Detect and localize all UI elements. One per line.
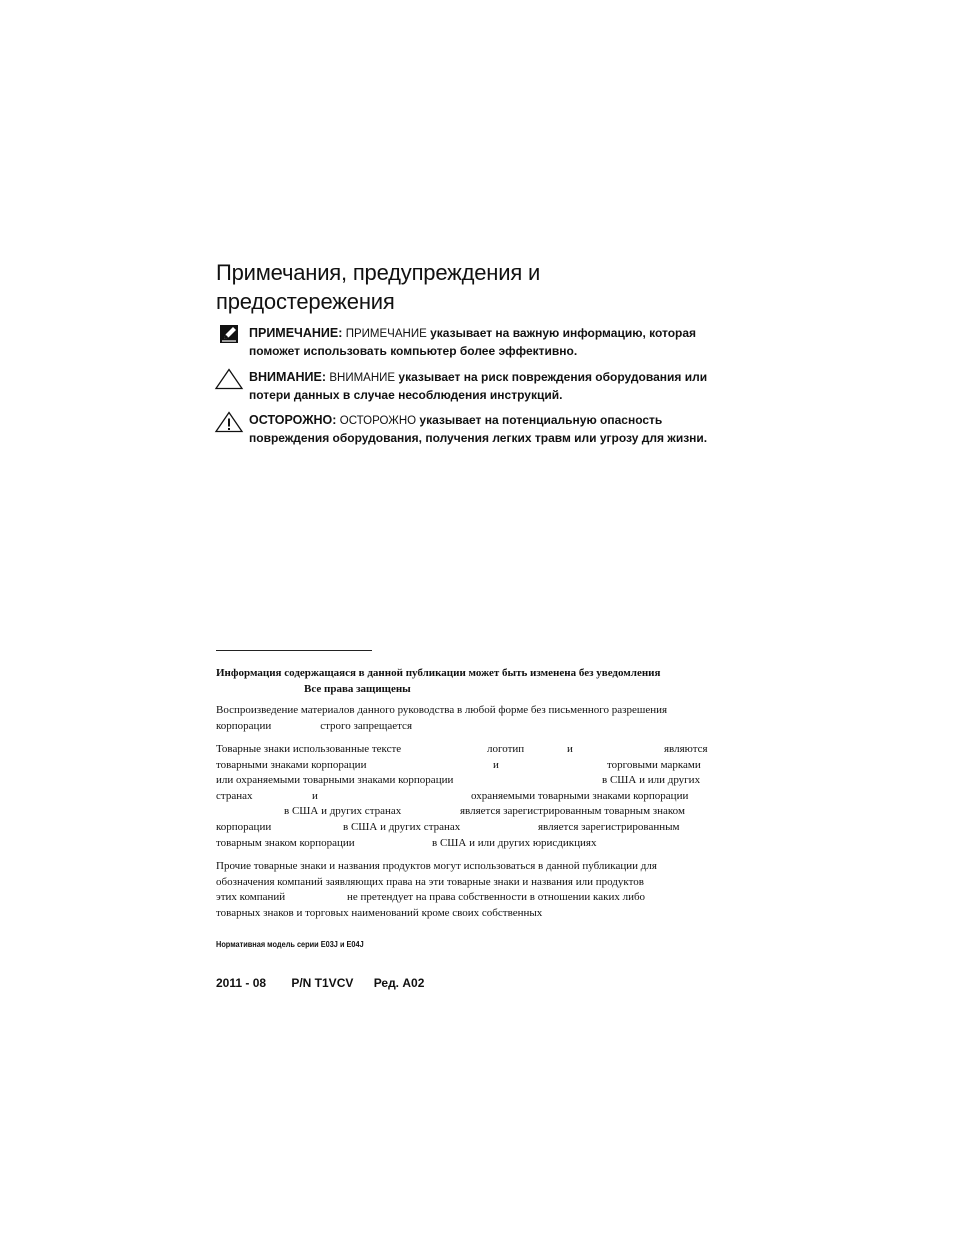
page-title: Примечания, предупреждения и предостережения (216, 260, 541, 314)
regulatory-model: Нормативная модель серии E03J и E04J (216, 940, 364, 949)
footnote-divider (216, 650, 372, 651)
legal-reproduction: Воспроизведение материалов данного руководства в любой форме без письменного разрешения корпорации строго запрещается (216, 704, 668, 732)
part-number-footer (216, 976, 424, 990)
footer-part-number: P/N T1VCV (291, 976, 354, 990)
caution-triangle-icon (214, 368, 244, 390)
footer-date: 2011 - 08 (216, 976, 267, 990)
note-pencil-icon (214, 324, 244, 346)
footer-revision: Ред. A02 (373, 976, 425, 990)
legal-info: Информация содержащаяся в данной публикации может быть изменена без уведомления Все права защищены (216, 667, 661, 695)
legal-other-trademarks: Прочие товарные знаки и названия продуктов могут использоваться в данной публикации для обозначения компаний заявляющих права на эти товарные знаки и названия или продуктов этих компаний не претендует на права собственности в отношении каких либо товарных знаков и торговых наименований кроме своих собственных (216, 860, 657, 919)
caution-notice: ВНИМАНИЕ: ВНИМАНИЕ указывает на риск повреждения оборудования или потери данных в случае несоблюдения инструкций. (214, 369, 734, 404)
legal-trademarks: Товарные знаки использованные тексте логотип и являются товарными знаками корпорации и торговыми марками или охраняемыми товарными знаками корпорации в США и или других странах и охраняемыми товарными знаками корпорации в США и других странах является зарегистрированным товарным знаком корпорации в США и других странах является зарегистрированным товарным знаком корпорации в США и или других юрисдикциях (216, 743, 708, 849)
warning-triangle-icon (214, 411, 244, 433)
warning-notice: ОСТОРОЖНО: ОСТОРОЖНО указывает на потенциальную опасность повреждения оборудования, получения легких травм или угрозу для жизни. (214, 412, 734, 447)
note-notice: ПРИМЕЧАНИЕ: ПРИМЕЧАНИЕ указывает на важную информацию, которая поможет использовать компьютер более эффективно. (214, 325, 734, 360)
